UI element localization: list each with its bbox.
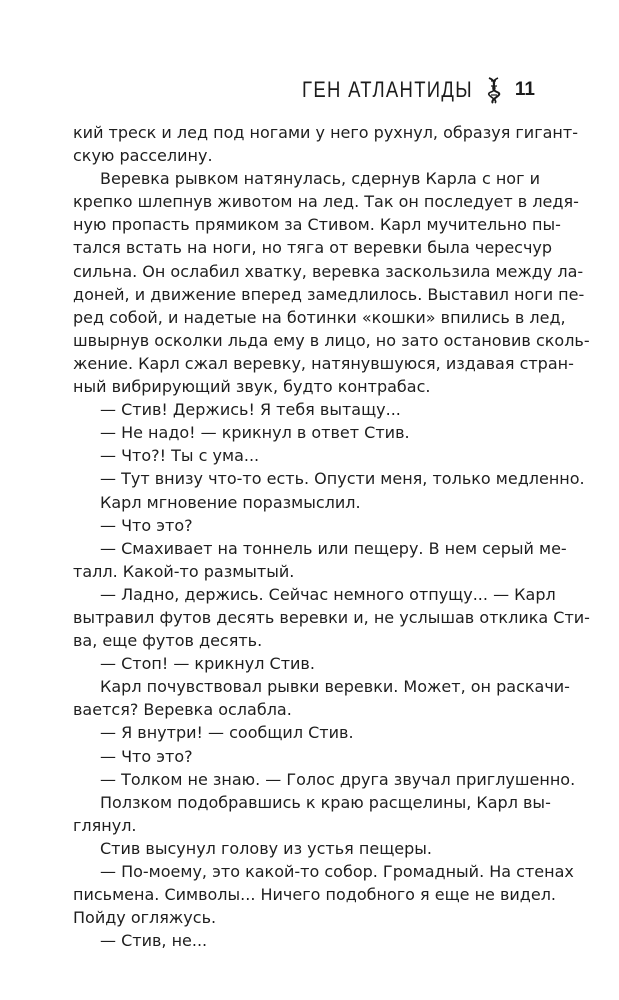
text-line: тался встать на ноги, но тяга от веревки была чересчур <box>73 238 553 258</box>
text-line: доней, и движение вперед замедлилось. Выставил ноги пе- <box>73 284 585 304</box>
text-line: швырнув осколки льда ему в лицо, но зато остановив сколь- <box>73 330 590 350</box>
text-line: Пойду огляжусь. <box>73 908 217 928</box>
text-line: ва, еще футов десять. <box>73 631 263 651</box>
text-line: вытравил футов десять веревки и, не услышав отклика Сти- <box>73 607 590 627</box>
text-line: — Стоп! — крикнул Стив. <box>100 654 315 674</box>
text-line: сильна. Он ослабил хватку, веревка заскользила между ла- <box>73 261 584 281</box>
page-number: 11 <box>514 79 535 100</box>
text-line: — Я внутри! — сообщил Стив. <box>100 723 354 743</box>
text-line: ред собой, и надетые на ботинки «кошки» впились в лед, <box>73 307 566 327</box>
text-line: Карл мгновение поразмыслил. <box>100 492 361 512</box>
text-line: — Что это? <box>100 515 193 535</box>
text-line: Карл почувствовал рывки веревки. Может, он раскачи- <box>100 677 570 697</box>
text-line: Ползком подобравшись к краю расщелины, Карл вы- <box>100 792 551 812</box>
text-line: глянул. <box>73 815 137 835</box>
running-head <box>302 77 535 103</box>
text-line: — Стив, не... <box>100 931 208 951</box>
text-line: — Что это? <box>100 746 193 766</box>
body-text <box>73 121 590 952</box>
text-line: — Тут внизу что-то есть. Опусти меня, только медленно. <box>100 469 585 489</box>
text-line: жение. Карл сжал веревку, натянувшуюся, издавая стран- <box>73 353 574 373</box>
text-line: — По-моему, это какой-то собор. Громадный. На стенах <box>100 862 574 881</box>
text-line: — Ладно, держись. Сейчас немного отпущу... — Карл <box>100 584 556 604</box>
text-line: вается? Веревка ослабла. <box>73 700 292 720</box>
text-line: скую расселину. <box>73 146 213 166</box>
text-line: ную пропасть прямиком за Стивом. Карл мучительно пы- <box>73 215 561 235</box>
text-line: письмена. Символы... Ничего подобного я еще не видел. <box>73 885 556 905</box>
text-line: — Что?! Ты с ума... <box>100 446 260 466</box>
text-line: Стив высунул голову из устья пещеры. <box>100 838 432 858</box>
running-title: ГЕН АТЛАНТИДЫ <box>302 77 473 102</box>
text-line: кий треск и лед под ногами у него рухнул, образуя гигант- <box>73 123 578 142</box>
text-line: Веревка рывком натянулась, сдернув Карла с ног и <box>100 169 540 189</box>
text-line: — Не надо! — крикнул в ответ Стив. <box>100 423 410 443</box>
text-line: талл. Какой-то размытый. <box>73 561 295 581</box>
dna-helix-icon <box>483 76 505 104</box>
text-line: крепко шлепнув животом на лед. Так он последует в ледя- <box>73 192 579 212</box>
text-line: — Смахивает на тоннель или пещеру. В нем серый ме- <box>100 538 567 558</box>
text-line: — Стив! Держись! Я тебя вытащу... <box>100 400 401 420</box>
text-line: — Толком не знаю. — Голос друга звучал приглушенно. <box>100 769 576 789</box>
text-line: ный вибрирующий звук, будто контрабас. <box>73 377 431 397</box>
